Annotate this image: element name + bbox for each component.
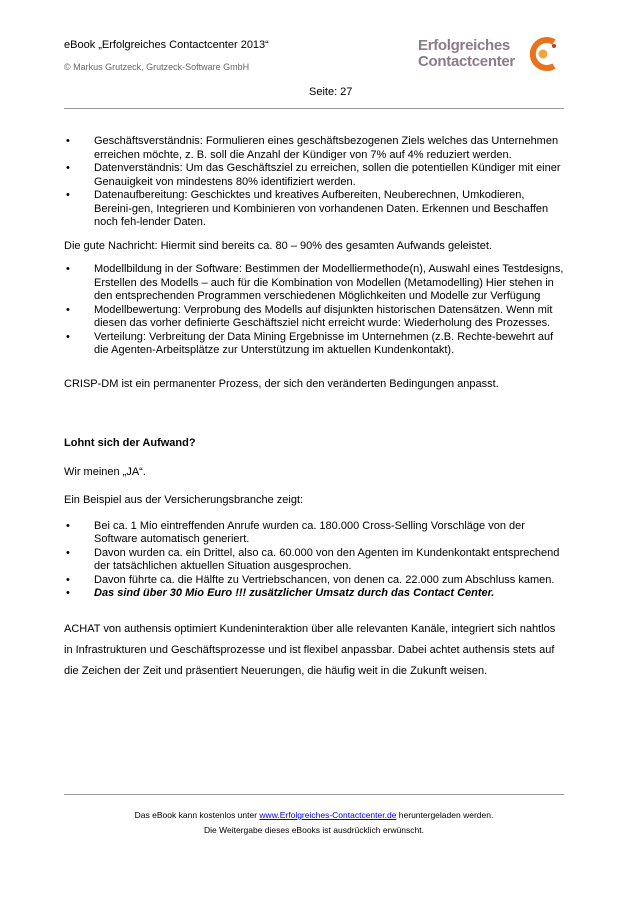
- logo: [418, 36, 558, 76]
- list-item: • Modellbildung in der Software: Bestimmen der Modelliermethode(n), Auswahl eines Testdesigns, Erstellen des Modells – auch für die Kombination von Modellen (Metamodelling) Hier stehen in den entsprechenden Programmen verschiedenen Möglichkeiten und Modelle zur Verfügung: [66, 263, 564, 302]
- page-number: Seite: 27: [309, 86, 353, 98]
- list-item: • Datenaufbereitung: Geschicktes und kreatives Aufbereiten, Neuberechnen, Umkodieren, Bereini-gen, Integrieren und Kombinieren von vorhandenen Daten. Erkennen und Beschaffen noch feh-lender Daten.: [66, 189, 549, 228]
- list-item: • Davon führte ca. die Hälfte zu Vertriebschancen, von denen ca. 22.000 zum Abschluss kamen.: [66, 573, 555, 586]
- process-list-2: [64, 263, 564, 358]
- list-item: • Datenverständnis: Um das Geschäftsziel zu erreichen, sollen die potentiellen Kündiger mit einer Genauigkeit von mindestens 80% identifiziert werden.: [66, 162, 561, 188]
- example-list: [64, 520, 564, 601]
- header-title: eBook „Erfolgreiches Contactcenter 2013“: [64, 39, 269, 51]
- footer-line-2: Die Weitergabe dieses eBooks ist ausdrücklich erwünscht.: [203, 825, 424, 835]
- list-item: • Davon wurden ca. ein Drittel, also ca. 60.000 von den Agenten im Kundenkontakt entsprechend der tatsächlichen aktuellen Situation ausgesprochen.: [66, 546, 560, 572]
- achat-paragraph: ACHAT von authensis optimiert Kundeninteraktion über alle relevanten Kanäle, integriert sich nahtlos in Infrastrukturen und Geschäftsprozesse und ist flexibel anpassbar. Dabei achtet authensis stets auf die Zeichen der Zeit und präsentiert Neuerungen, die häufig weit in die Zukunft weisen.: [64, 622, 556, 677]
- list-item: • Verteilung: Verbreitung der Data Mining Ergebnisse im Unternehmen (z.B. Rechte-bewehrt auf die Agenten-Arbeitsplätze zur Unterstützung im aktuellen Kundenkontakt).: [66, 330, 554, 356]
- ja-paragraph: Wir meinen „JA“.: [64, 465, 146, 478]
- crisp-paragraph: CRISP-DM ist ein permanenter Prozess, der sich den veränderten Bedingungen anpasst.: [64, 377, 499, 390]
- list-item: • Bei ca. 1 Mio eintreffenden Anrufe wurden ca. 180.000 Cross-Selling Vorschläge von der Software automatisch generiert.: [66, 519, 525, 545]
- footer-line-1: Das eBook kann kostenlos unter www.Erfolgreiches-Contactcenter.de heruntergeladen werden.: [134, 810, 494, 820]
- download-link[interactable]: www.Erfolgreiches-Contactcenter.de: [259, 810, 397, 820]
- logo-line-1: Erfolgreiches: [418, 37, 510, 54]
- list-item: • Geschäftsverständnis: Formulieren eines geschäftsbezogenen Ziels welches das Unternehmen erreichen möchte, z. B. soll die Anzahl der Kündiger von 7% auf 4% reduziert werden.: [66, 135, 559, 161]
- process-list-1: [64, 135, 564, 230]
- logo-emblem-icon: [528, 36, 558, 72]
- good-news-paragraph: Die gute Nachricht: Hiermit sind bereits ca. 80 – 90% des gesamten Aufwands geleistet.: [64, 239, 493, 252]
- logo-text: [418, 38, 515, 70]
- header-divider: [64, 108, 564, 109]
- list-item-highlight: • Das sind über 30 Mio Euro !!! zusätzlicher Umsatz durch das Contact Center.: [66, 587, 495, 599]
- section-heading: Lohnt sich der Aufwand?: [64, 437, 196, 449]
- logo-line-2: Contactcenter: [418, 53, 515, 70]
- main-content: [64, 135, 564, 682]
- footer-divider: [64, 794, 564, 795]
- header-copyright: © Markus Grutzeck, Grutzeck-Software GmbH: [64, 62, 250, 72]
- list-item: • Modellbewertung: Verprobung des Modells auf disjunkten historischen Datensätzen. Wenn mit diesen das vorher definierte Geschäftsziel nicht erreicht wurde: Wiederholung des Prozesses.: [66, 303, 553, 329]
- example-intro-paragraph: Ein Beispiel aus der Versicherungsbranche zeigt:: [64, 494, 304, 506]
